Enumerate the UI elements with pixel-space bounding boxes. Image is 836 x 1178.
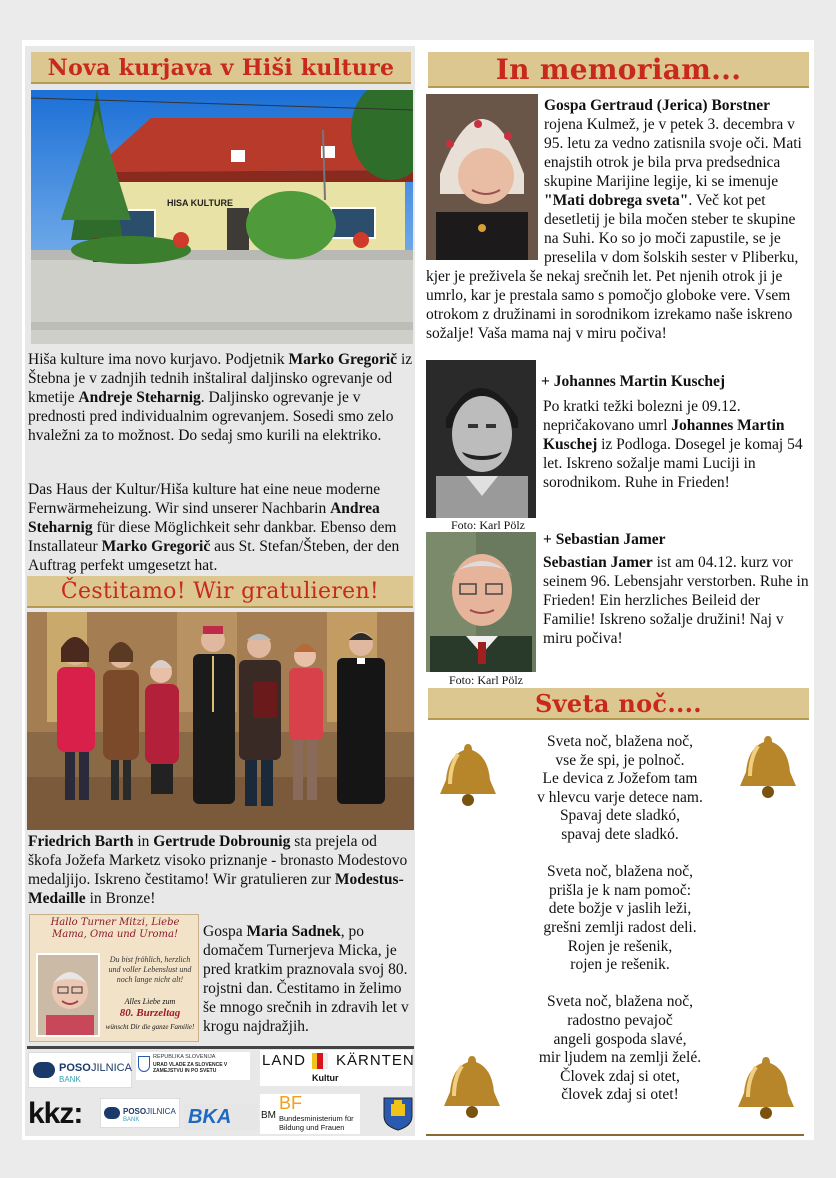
photo-credit-kuschej: Foto: Karl Pölz [451,518,525,532]
poem-line: dete božje v jaslih leži, [548,900,692,918]
posojilnica-logo-2 [100,1098,180,1128]
slovenija-text-2: URAD VLADE ZA SLOVENCE V ZAMEJSTVU IN PO SVETU [153,1062,228,1074]
kaernten-flag-icon [312,1053,328,1069]
jamer-text-1: ist am 04.12. kurz vor seinem 96. Lebensjahr verstorben. Ruhe in Frieden! Ein herzliches Beileid der Familie! Iskreno sožalje družini! Naj v miru počiva! [543,554,809,647]
kurjava-de-text-1: Das Haus der Kultur/Hiša kulture hat eine neue moderne Fernwärmeheizung. Wir sind unserer Nachbarin [28,481,381,517]
municipality-crest-logo [382,1096,414,1132]
sadnek-text-2: , po domačem Turnerjeva Micka, je pred kratkim praznovala svoj 80. rojstni dan. Čestitamo in želimo še mnogo srečnih in zdravih let v krogu najdražjih. [203,923,409,1035]
poem-stanza-break [500,975,740,994]
slovenija-urad-logo [136,1052,250,1080]
sadnek-text-1: Gospa [203,923,247,940]
sadnek-paragraph [203,922,413,1036]
poem-line: človek zdaj si otet! [561,1086,679,1104]
kurjava-banner [31,52,411,84]
coat-of-arms-icon [382,1096,414,1132]
award-group-photo [27,612,414,830]
cestitamo-title: Čestitamo! Wir gratulieren! [60,579,380,604]
borstner-paragraph [426,96,812,343]
poem-line: Rojen je rešenik, [567,937,673,955]
poem-line: Sveta noč, blažena noč, [547,863,693,881]
posojilnica-2-text-c: BANK [123,1117,140,1123]
sadnek-name: Maria Sadnek [246,923,341,940]
kkz-text: kkz: [28,1097,83,1130]
land-kaernten-logo [260,1050,415,1086]
house-of-culture-photo [31,90,413,344]
medal-name: Modestus-Medaille [28,871,404,907]
kurjava-sl-name-1: Marko Gregorič [288,351,398,368]
jamer-paragraph [543,553,811,648]
cestitamo-paragraph [28,832,414,908]
land-text: LAND [262,1052,307,1069]
kuschej-paragraph [543,397,811,492]
cestitamo-text-1: in [133,833,154,850]
kuschej-text-2: iz Podloga. Dosegel je komaj 54 let. Iskreno sožalje mami Luciji in sorodnikom. Ruhe in Frieden! [543,436,803,491]
jamer-name: Sebastian Jamer [543,554,653,571]
bka-text: BKA [188,1106,232,1128]
borstner-float-spacer [426,96,544,262]
slovenija-text-1: REPUBLIKA SLOVENIJA [153,1054,216,1060]
poem-line: rojen je rešenik. [570,956,670,974]
kultur-text: Kultur [312,1073,339,1083]
borstner-name: Gospa Gertraud (Jerica) Borstner [544,97,770,114]
bell-icon [736,732,800,800]
borstner-text-1: rojena Kulmež, je v petek 3. decembra v 95. letu za vedno zatisnila svoje oči. Mati enajstih otrok je bila prva predsednica skupine Marijine legije, ki se imenuje [544,116,802,190]
posojilnica-logo-1 [28,1052,132,1088]
bmbf-short: BM [261,1110,276,1121]
birthday-card-sign: Alles Liebe zum [124,997,176,1006]
cestitamo-text-3: in Bronze! [85,890,156,907]
bka-logo [184,1104,258,1130]
bottom-rule [426,1134,804,1136]
poem-line: Le devica z Jožefom tam [542,770,698,788]
birthday-card-bday: 80. Burzeltag [119,1007,181,1019]
svetanoc-poem [500,733,740,1105]
birthday-card-text: Du bist fröhlich, herzlich und voller Lebenslust und noch lange nicht alt! [108,955,192,984]
posojilnica-mark-icon-2 [104,1107,120,1119]
posojilnica-text-b: JILNICA [91,1062,132,1074]
kurjava-title: Nova kurjava v Hiši kulture [47,55,395,81]
bmbf-text-2: Bildung und Frauen [279,1123,345,1132]
bell-icon [440,1050,504,1122]
sponsors-divider [27,1046,414,1049]
birthday-card-from: wünscht Dir die ganze Familie! [105,1023,195,1031]
posojilnica-2-text-b: JILNICA [146,1107,176,1116]
poem-line: grešni zemlji radost deli. [543,918,697,936]
posojilnica-text-c: BANK [59,1075,81,1084]
photo-credit-jamer: Foto: Karl Pölz [449,673,523,687]
kkz-logo [28,1096,96,1132]
poem-line: Sveta noč, blažena noč, [547,993,693,1011]
kurjava-sl-name-2: Andreje Steharnig [78,389,201,406]
poem-line: Spavaj dete sladkó, [559,807,681,825]
kuschej-heading: + Johannes Martin Kuschej [541,373,726,390]
cestitamo-text-2: sta prejela od škofa Jožefa Marketz visoko priznanje - bronasto Modestovo medaljijo. Iskreno čestitamo! Wir gratulieren zur [28,833,408,888]
kuschej-portrait [426,360,536,518]
poem-line: mir ljudem na zemlji želé. [538,1049,702,1067]
poem-line: Človek zdaj si otet, [560,1067,680,1085]
bmbf-text-1: Bundesministerium für [279,1114,354,1123]
poem-line: vse že spi, je polnoč. [555,751,685,769]
memoriam-title: In memoriam... [495,53,742,86]
bell-icon [436,740,500,808]
kuschej-name: Johannes Martin Kuschej [543,417,785,453]
svetanoc-banner [428,688,809,720]
poem-line: Sveta noč, blažena noč, [547,733,693,750]
kurjava-de-text-2: für diese Möglichkeit sehr dankbar. Ebenso dem Installateur [28,519,397,555]
kurjava-sl-text-1: Hiša kulture ima novo kurjavo. Podjetnik [28,351,289,368]
cestitamo-banner [27,576,413,608]
kurjava-de-name-1: Andrea Steharnig [28,500,380,536]
bmbf-logo [260,1094,360,1134]
award-name-2: Gertrude Dobrounig [153,833,291,850]
borstner-quote: "Mati dobrega sveta" [544,192,689,209]
poem-line: prišla je k nam pomoč: [548,881,692,899]
birthday-card-title: Hallo Turner Mitzi, Liebe Mama, Oma und Uroma! [50,917,180,940]
kurjava-de-paragraph [28,480,414,575]
kuschej-text-1: Po kratki težki bolezni je 09.12. nepričakovano umrl [543,398,741,434]
poem-line: radostno pevajoč [567,1011,673,1029]
jamer-heading: + Sebastian Jamer [543,531,666,548]
memoriam-banner [428,52,809,88]
jamer-portrait [426,532,536,672]
poem-line: angeli gospoda slavé, [553,1030,687,1048]
birthday-card [29,914,199,1042]
posojilnica-text-a: POSO [59,1062,91,1074]
posojilnica-2-text-a: POSO [123,1107,147,1116]
kurjava-sl-text-3: . Daljinsko ogrevanje je v prednosti pred individualnim ogrevanjem. Sosedi smo zelo hvaležni za to možnost. Do sedaj smo kurili na elektriko. [28,389,394,444]
kurjava-de-text-3: aus St. Stefan/Šteben, der den Auftrag perfekt umgesetzt hat. [28,538,400,574]
kurjava-sl-text-2: iz Štebna je v zadnjih tednih inštaliral daljinsko ogrevanje od kmetije [28,351,413,406]
kaernten-text: KÄRNTEN [336,1052,415,1069]
kurjava-sl-paragraph [28,350,414,445]
bell-icon [734,1052,798,1122]
poem-line: spavaj dete sladkó. [561,825,679,843]
svetanoc-title: Sveta noč.... [535,689,702,718]
poem-stanza-break [500,845,740,864]
kurjava-de-name-2: Marko Gregorič [101,538,211,555]
posojilnica-mark-icon [33,1062,55,1078]
poem-line: v hlevcu varje detece nam. [537,788,703,806]
building-sign-text: HISA KULTURE [167,198,233,208]
borstner-text-2: . Več kot pet desetletij je bila močen steber te skupine na Suhi. Ko so jo moči zapustile, se je preselila v dom šolskih sester v Pliberku, kjer je preživela še nekaj srečnih let. Pet njenih otrok ji je umrlo, kar je prestala samo s pomočjo globoke vere. Vsem otrokom z družinami in sorodnikom izrekamo naše iskreno sožalje! Vaša mama naj v miru počiva! [426,192,799,342]
slovenia-crest-icon [138,1056,150,1072]
bmbf-letters: BF [279,1093,303,1113]
birthday-card-portrait [36,953,100,1037]
award-name-1: Friedrich Barth [28,833,134,850]
